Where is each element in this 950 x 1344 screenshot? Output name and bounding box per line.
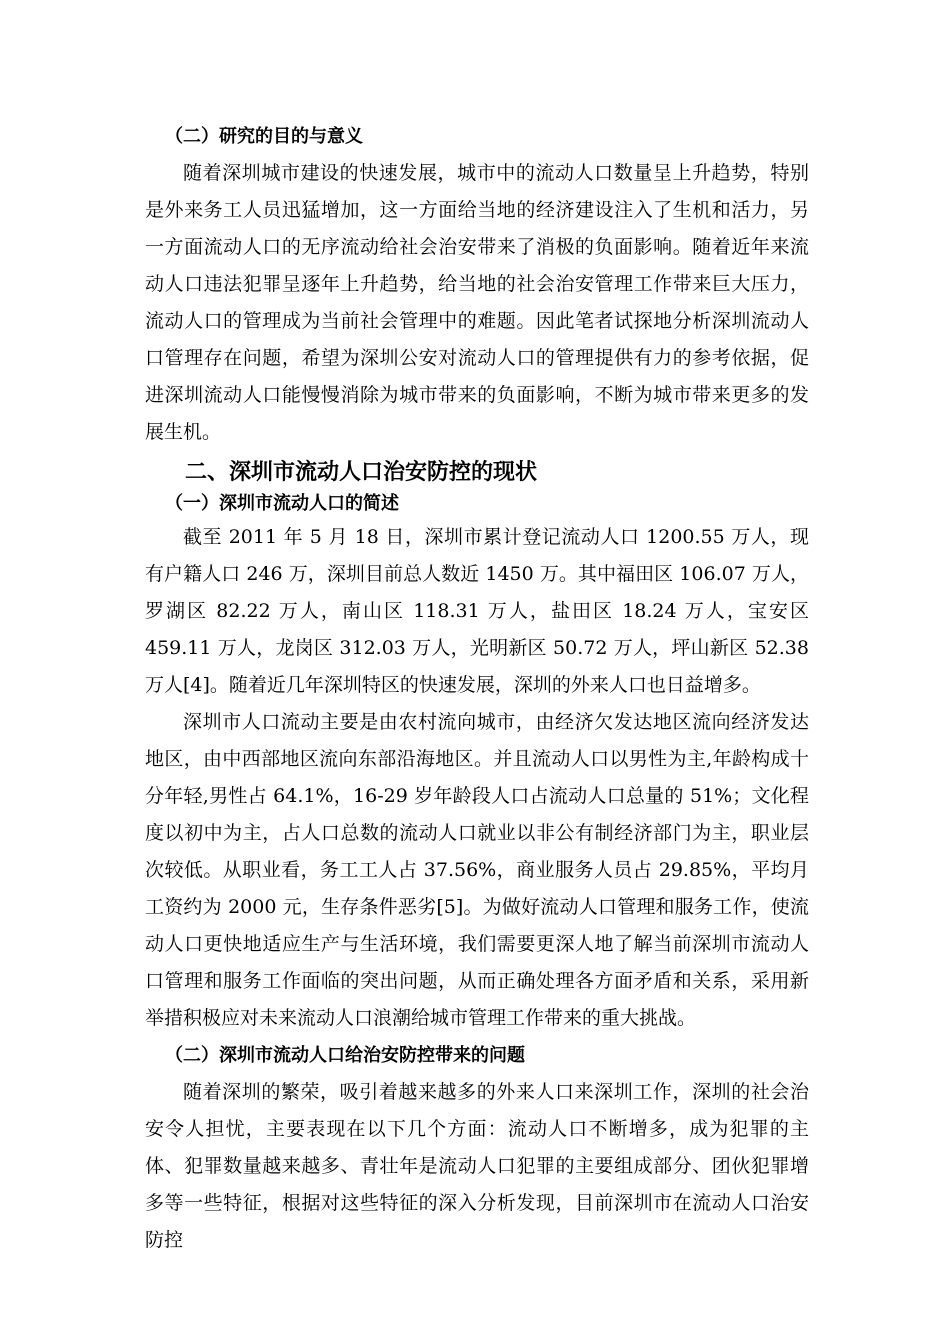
heading-problems: （二）深圳市流动人口给治安防控带来的问题 — [165, 1045, 525, 1066]
section-two-title: 二、深圳市流动人口治安防控的现状 — [185, 460, 538, 485]
paragraph-problems: 随着深圳的繁荣，吸引着越来越多的外来人口来深圳工作，深圳的社会治安令人担忧，主要表现在以下几个方面：流动人口不断增多，成为犯罪的主体、犯罪数量越来越多、青壮年是流动人口犯罪的主要组成部分、团伙犯罪增多等一些特征，根据对这些特征的深入分析发现，目前深圳市在流动人口治安防控 — [145, 1081, 809, 1251]
paragraph-overview-1: 截至 2011 年 5 月 18 日，深圳市累计登记流动人口 1200.55 万人，现有户籍人口 246 万，深圳目前总人数近 1450 万。其中福田区 106.07 万人，罗湖区 82.22 万人，南山区 118.31 万人，盐田区 18.24 万人，宝安区 459.11 万人，龙岗区 312.03 万人，光明新区 50.72 万人，坪山新区 52.38 万人[4]。随着近几年深圳特区的快速发展，深圳的外来人口也日益增多。 — [145, 526, 809, 696]
heading-research-purpose: （二）研究的目的与意义 — [165, 126, 363, 147]
heading-overview: （一）深圳市流动人口的简述 — [165, 493, 399, 514]
paragraph-overview-2: 深圳市人口流动主要是由农村流向城市，由经济欠发达地区流向经济发达地区，由中西部地区流向东部沿海地区。并且流动人口以男性为主,年龄构成十分年轻,男性占 64.1%，16-29 岁年龄段人口占流动人口总量的 51%；文化程度以初中为主，占人口总数的流动人口就业以非公有制经济部门为主，职业层次较低。从职业看，务工工人占 37.56%，商业服务人员占 29.85%，平均月工资约为 2000 元，生存条件恶劣[5]。为做好流动人口管理和服务工作，使流动人口更快地适应生产与生活环境，我们需要更深人地了解当前深圳市流动人口管理和服务工作面临的突出问题，从而正确处理各方面矛盾和关系，采用新举措积极应对未来流动人口浪潮给城市管理工作带来的重大挑战。 — [145, 711, 809, 1029]
document-body — [145, 118, 809, 1259]
paragraph-research-purpose: 随着深圳城市建设的快速发展，城市中的流动人口数量呈上升趋势，特别是外来务工人员迅猛增加，这一方面给当地的经济建设注入了生机和活力，另一方面流动人口的无序流动给社会治安带来了消极的负面影响。随着近年来流动人口违法犯罪呈逐年上升趋势，给当地的社会治安管理工作带来巨大压力，流动人口的管理成为当前社会管理中的难题。因此笔者试探地分析深圳流动人口管理存在问题，希望为深圳公安对流动人口的管理提供有力的参考依据，促进深圳流动人口能慢慢消除为城市带来的负面影响，不断为城市带来更多的发展生机。 — [145, 162, 809, 443]
